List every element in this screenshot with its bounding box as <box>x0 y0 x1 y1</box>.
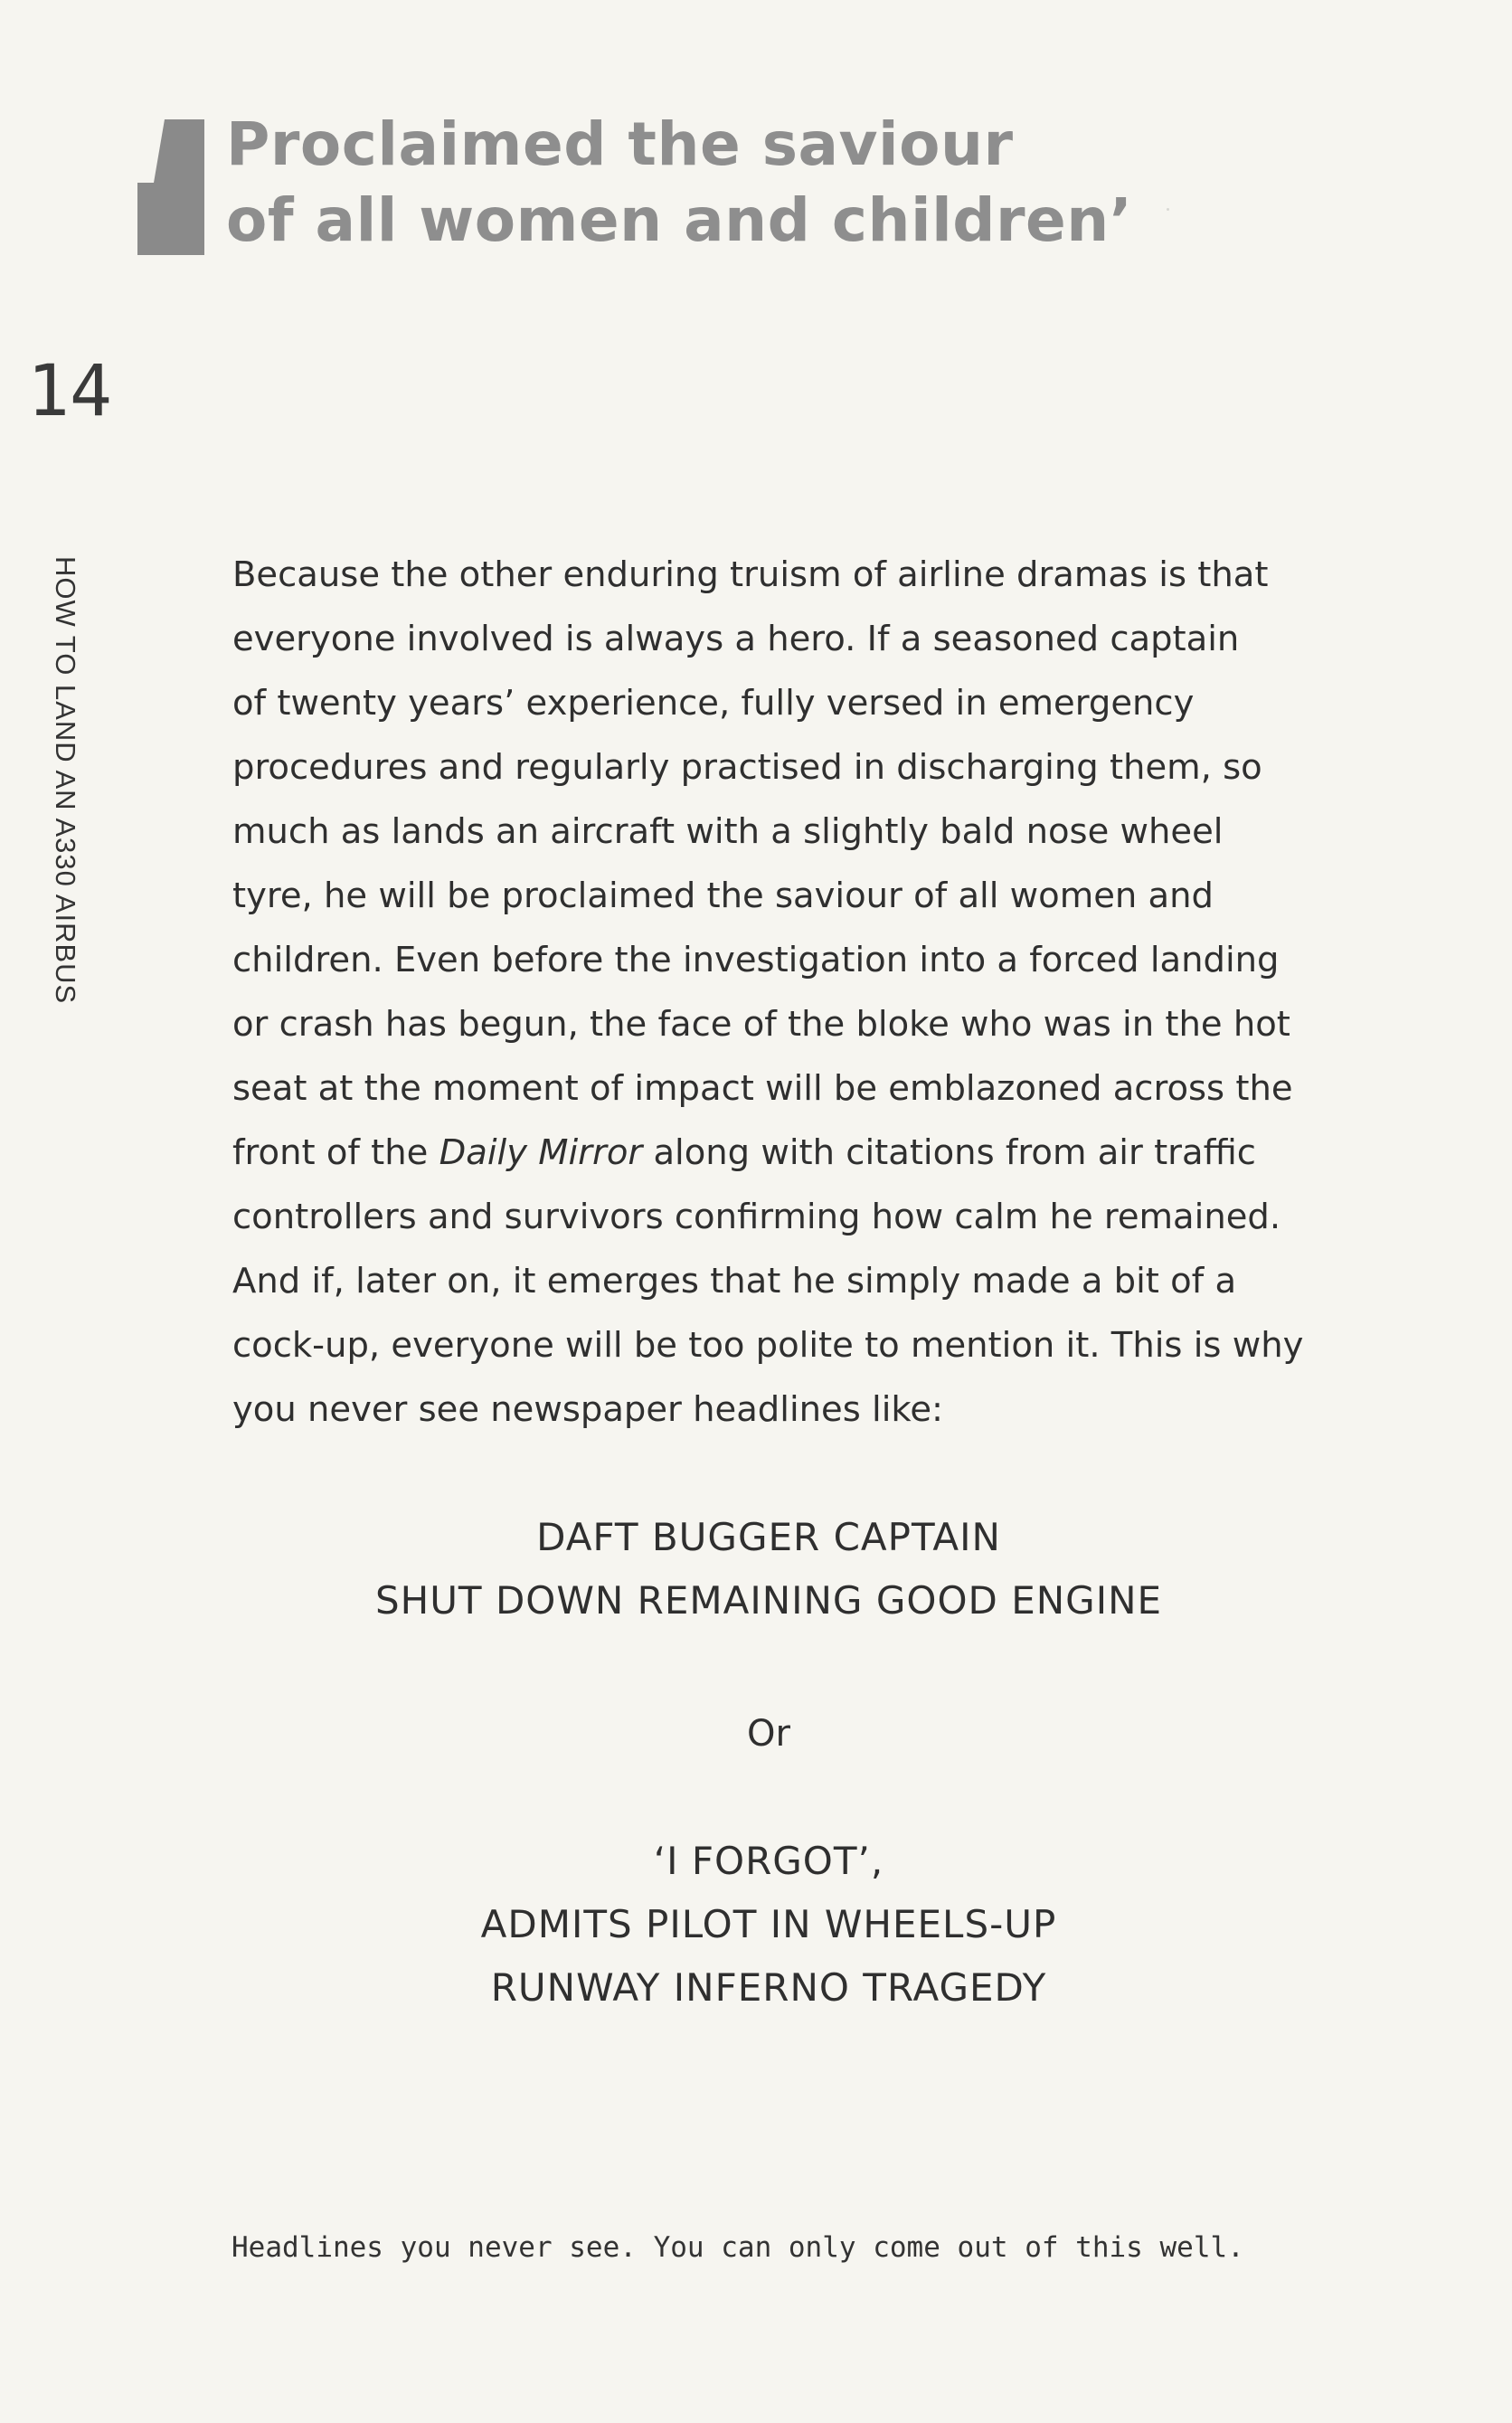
body-line: much as lands an aircraft with a slightly bald nose wheel <box>232 811 1224 852</box>
body-line: seat at the moment of impact will be emblazoned across the <box>232 1068 1293 1109</box>
page-speck <box>1167 208 1169 211</box>
body-line: or crash has begun, the face of the bloke who was in the hot <box>232 1004 1290 1045</box>
body-line: of twenty years’ experience, fully versed in emergency <box>232 683 1195 724</box>
body-line: procedures and regularly practised in discharging them, so <box>232 747 1262 788</box>
page-number: 14 <box>27 351 112 432</box>
caption: Headlines you never see. You can only come out of this well. <box>232 2231 1244 2264</box>
headline-line: ADMITS PILOT IN WHEELS-UP <box>480 1902 1057 1946</box>
pull-quote-line: of all women and children’ <box>226 185 1133 255</box>
body-line: Because the other enduring truism of airline dramas is that <box>232 554 1269 595</box>
separator-or: Or <box>747 1713 790 1755</box>
body-line: you never see newspaper headlines like: <box>232 1389 943 1430</box>
headline-line: SHUT DOWN REMAINING GOOD ENGINE <box>374 1578 1163 1623</box>
body-line-segment: along with citations from air traffic <box>642 1132 1256 1173</box>
newspaper-title: Daily Mirror <box>439 1132 643 1173</box>
body-text <box>232 543 1327 1442</box>
body-line-segment: front of the <box>232 1132 439 1173</box>
body-line <box>232 1121 1327 1185</box>
body-line: everyone involved is always a hero. If a seasoned captain <box>232 619 1240 659</box>
headline-line: ‘I FORGOT’, <box>653 1839 884 1883</box>
body-line: tyre, he will be proclaimed the saviour of all women and <box>232 875 1214 916</box>
pull-quote <box>226 107 1133 259</box>
running-head: HOW TO LAND AN A330 AIRBUS <box>50 556 81 1005</box>
headline-example-1 <box>226 1506 1311 1633</box>
headline-example-2 <box>226 1830 1311 2020</box>
body-line: children. Even before the investigation into a forced landing <box>232 940 1280 980</box>
body-line: cock-up, everyone will be too polite to mention it. This is why <box>232 1325 1304 1366</box>
headline-line: DAFT BUGGER CAPTAIN <box>536 1515 1001 1559</box>
headline-line: RUNWAY INFERNO TRAGEDY <box>490 1965 1047 2010</box>
body-line: And if, later on, it emerges that he simply made a bit of a <box>232 1261 1237 1301</box>
quote-mark-icon <box>137 119 204 255</box>
pull-quote-line: Proclaimed the saviour <box>226 109 1014 179</box>
body-line: controllers and survivors confirming how calm he remained. <box>232 1197 1281 1237</box>
